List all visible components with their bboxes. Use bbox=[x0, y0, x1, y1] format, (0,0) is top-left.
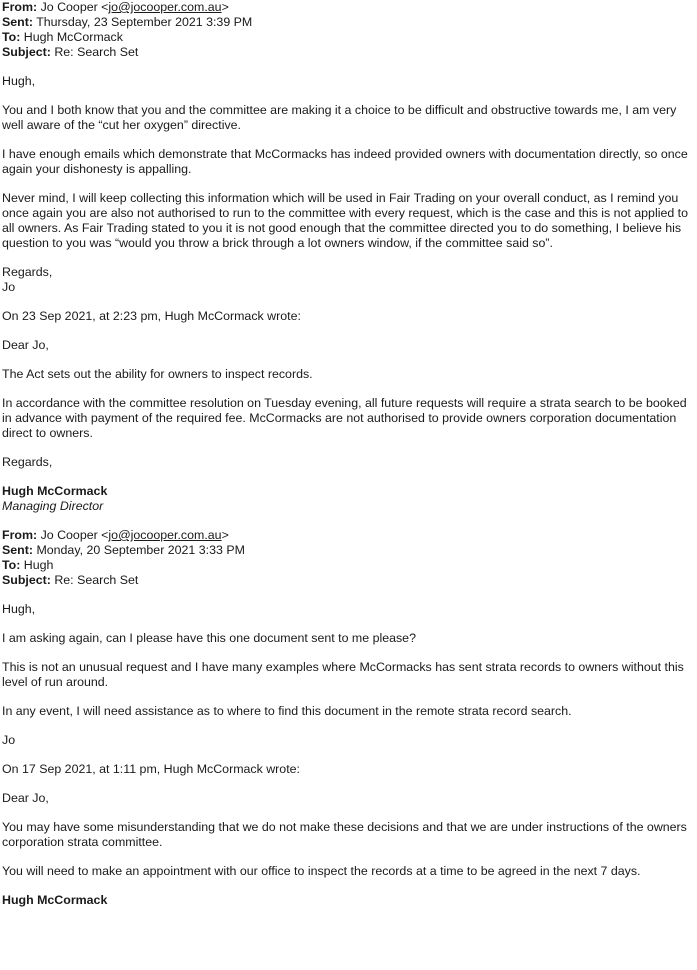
email2-paragraph-3: In any event, I will need assistance as to where to find this document in the remote strata record search. bbox=[2, 704, 572, 718]
quote1-signature-title: Managing Director bbox=[2, 499, 104, 513]
email2-header bbox=[2, 528, 695, 588]
email2-sent-value: Monday, 20 September 2021 3:33 PM bbox=[36, 543, 245, 557]
email2-sent-label: Sent: bbox=[2, 543, 33, 557]
email1-sent-line bbox=[2, 15, 695, 30]
email1-from-line bbox=[2, 0, 695, 15]
email1-to-value: Hugh McCormack bbox=[23, 30, 123, 44]
email2-to-value: Hugh bbox=[23, 558, 54, 572]
email2-subject-value: Re: Search Set bbox=[54, 573, 139, 587]
email2-subject-label: Subject: bbox=[2, 573, 51, 587]
email1-paragraph-3: Never mind, I will keep collecting this information which will be used in Fair Trading on your overall conduct, as I remind you once again you are also not authorised to run to the committee with every request, which is the case and this is not applied to all owners. As Fair Trading stated to you it is not good enough that the committee directed you to do something, I believe his question to you was “would you throw a brick through a lot owners window, if the committee said so”. bbox=[2, 191, 689, 250]
quote1-greeting: Dear Jo, bbox=[2, 338, 49, 352]
email1-from-name: Jo Cooper < bbox=[40, 0, 109, 14]
email2-from-end: > bbox=[221, 528, 229, 542]
email2-paragraph-1: I am asking again, can I please have this one document sent to me please? bbox=[2, 631, 416, 645]
email2-from-line bbox=[2, 528, 695, 543]
quote2-greeting: Dear Jo, bbox=[2, 791, 49, 805]
email2-signature: Jo bbox=[2, 733, 16, 747]
email1-sent-value: Thursday, 23 September 2021 3:39 PM bbox=[36, 15, 253, 29]
email1-from-end: > bbox=[221, 0, 229, 14]
email1-to-label: To: bbox=[2, 30, 21, 44]
email1-sent-label: Sent: bbox=[2, 15, 33, 29]
quote2-paragraph-2: You will need to make an appointment with our office to inspect the records at a time to be agreed in the next 7 days. bbox=[2, 864, 641, 878]
email2-subject-line bbox=[2, 573, 695, 588]
email2-sent-line bbox=[2, 543, 695, 558]
quote2-signature-name: Hugh McCormack bbox=[2, 893, 108, 907]
email1-from-email-link[interactable]: jo@jocooper.com.au bbox=[108, 0, 222, 14]
email2-from-email-link[interactable]: jo@jocooper.com.au bbox=[108, 528, 222, 542]
email1-from-label: From: bbox=[2, 0, 38, 14]
quote2-paragraph-1: You may have some misunderstanding that we do not make these decisions and that we are under instructions of the owners corporation strata committee. bbox=[2, 820, 687, 849]
email1-to-line bbox=[2, 30, 695, 45]
quote1-closing: Regards, bbox=[2, 455, 53, 469]
email1-subject-line bbox=[2, 45, 695, 60]
quote2-intro: On 17 Sep 2021, at 1:11 pm, Hugh McCormack wrote: bbox=[2, 762, 300, 776]
quote1-intro: On 23 Sep 2021, at 2:23 pm, Hugh McCormack wrote: bbox=[2, 309, 301, 323]
quote1-paragraph-1: The Act sets out the ability for owners to inspect records. bbox=[2, 367, 313, 381]
email1-closing: Regards, bbox=[2, 265, 53, 279]
quote1-signature-name: Hugh McCormack bbox=[2, 484, 108, 498]
email1-paragraph-1: You and I both know that you and the committee are making it a choice to be difficult and obstructive towards me, I am very well aware of the “cut her oxygen” directive. bbox=[2, 103, 677, 132]
email1-paragraph-2: I have enough emails which demonstrate that McCormacks has indeed provided owners with documentation directly, so once again your dishonesty is appalling. bbox=[2, 147, 688, 176]
email2-from-label: From: bbox=[2, 528, 38, 542]
email1-subject-value: Re: Search Set bbox=[54, 45, 139, 59]
email2-to-label: To: bbox=[2, 558, 21, 572]
email2-greeting: Hugh, bbox=[2, 602, 36, 616]
email2-to-line bbox=[2, 558, 695, 573]
email2-paragraph-2: This is not an unusual request and I have many examples where McCormacks has sent strata records to owners without this level of run around. bbox=[2, 660, 684, 689]
email1-greeting: Hugh, bbox=[2, 74, 36, 88]
email2-from-name: Jo Cooper < bbox=[40, 528, 109, 542]
email1-signature: Jo bbox=[2, 280, 16, 294]
email1-header bbox=[2, 0, 695, 60]
quote1-paragraph-2: In accordance with the committee resolution on Tuesday evening, all future requests will require a strata search to be booked in advance with payment of the required fee. McCormacks are not authorised to provide owners corporation documentation direct to owners. bbox=[2, 396, 687, 440]
email1-subject-label: Subject: bbox=[2, 45, 51, 59]
